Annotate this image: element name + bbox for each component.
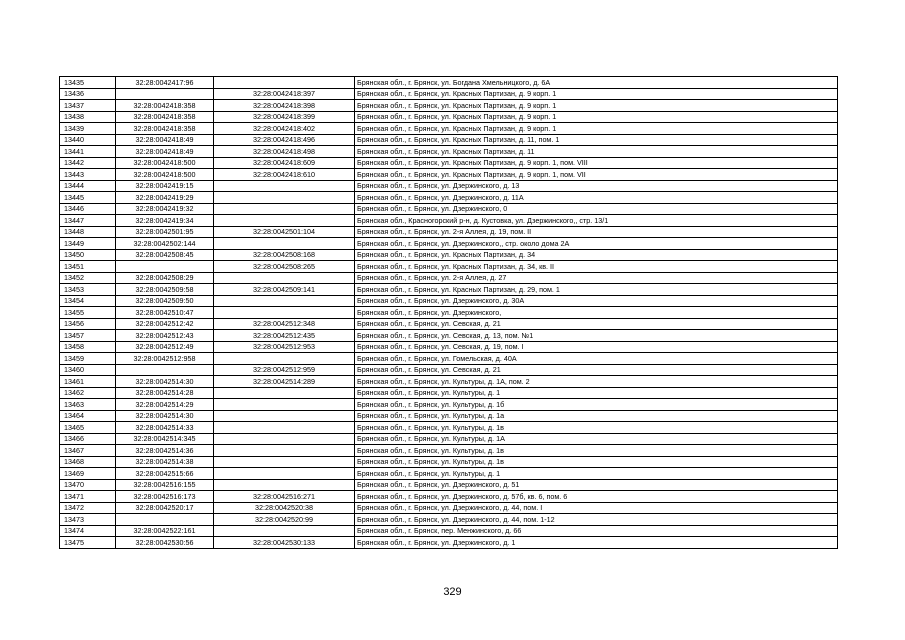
table-row [60, 215, 838, 227]
table-row [60, 353, 838, 365]
land-cadastral-number-cell: 32:28:0042516:173 [116, 491, 214, 503]
object-cadastral-number-cell: 32:28:0042509:141 [214, 284, 355, 296]
address-cell: Брянская обл., г. Брянск, ул. Красных Партизан, д. 11, пом. 1 [355, 134, 838, 146]
object-cadastral-number-cell [214, 192, 355, 204]
address-cell: Брянская обл., г. Брянск, ул. Дзержинского, д. 51 [355, 479, 838, 491]
row-number-cell: 13471 [60, 491, 116, 503]
row-number-cell: 13438 [60, 111, 116, 123]
row-number-cell: 13465 [60, 422, 116, 434]
object-cadastral-number-cell [214, 295, 355, 307]
land-cadastral-number-cell: 32:28:0042520:17 [116, 502, 214, 514]
table-row [60, 330, 838, 342]
land-cadastral-number-cell: 32:28:0042512:958 [116, 353, 214, 365]
address-cell: Брянская обл., г. Брянск, ул. Красных Партизан, д. 9 корп. 1 [355, 88, 838, 100]
address-cell: Брянская обл., г. Брянск, ул. Культуры, д. 1 [355, 468, 838, 480]
row-number-cell: 13460 [60, 364, 116, 376]
table-row [60, 111, 838, 123]
object-cadastral-number-cell [214, 422, 355, 434]
object-cadastral-number-cell [214, 353, 355, 365]
table-row [60, 180, 838, 192]
land-cadastral-number-cell: 32:28:0042514:38 [116, 456, 214, 468]
object-cadastral-number-cell: 32:28:0042530:133 [214, 537, 355, 549]
table-row [60, 134, 838, 146]
row-number-cell: 13452 [60, 272, 116, 284]
address-cell: Брянская обл., г. Брянск, ул. 2-я Аллея, д. 27 [355, 272, 838, 284]
row-number-cell: 13467 [60, 445, 116, 457]
object-cadastral-number-cell [214, 468, 355, 480]
object-cadastral-number-cell [214, 433, 355, 445]
object-cadastral-number-cell [214, 203, 355, 215]
table-row [60, 157, 838, 169]
table-row [60, 445, 838, 457]
object-cadastral-number-cell: 32:28:0042508:265 [214, 261, 355, 273]
land-cadastral-number-cell: 32:28:0042419:32 [116, 203, 214, 215]
address-cell: Брянская обл., г. Брянск, ул. Красных Партизан, д. 9 корп. 1 [355, 100, 838, 112]
object-cadastral-number-cell [214, 445, 355, 457]
land-cadastral-number-cell: 32:28:0042514:30 [116, 410, 214, 422]
table-row [60, 399, 838, 411]
address-cell: Брянская обл., г. Брянск, ул. Дзержинского, д. 30А [355, 295, 838, 307]
table-row [60, 514, 838, 526]
row-number-cell: 13436 [60, 88, 116, 100]
object-cadastral-number-cell [214, 456, 355, 468]
table-row [60, 123, 838, 135]
address-cell: Брянская обл., г. Брянск, ул. Культуры, д. 1в [355, 422, 838, 434]
row-number-cell: 13456 [60, 318, 116, 330]
object-cadastral-number-cell: 32:28:0042418:609 [214, 157, 355, 169]
row-number-cell: 13439 [60, 123, 116, 135]
object-cadastral-number-cell [214, 387, 355, 399]
table-row [60, 318, 838, 330]
address-cell: Брянская обл., г. Брянск, ул. Красных Партизан, д. 34, кв. II [355, 261, 838, 273]
land-cadastral-number-cell [116, 261, 214, 273]
object-cadastral-number-cell: 32:28:0042418:610 [214, 169, 355, 181]
address-cell: Брянская обл., г. Брянск, ул. Дзержинского, д. 1 [355, 537, 838, 549]
row-number-cell: 13469 [60, 468, 116, 480]
row-number-cell: 13474 [60, 525, 116, 537]
object-cadastral-number-cell [214, 272, 355, 284]
address-cell: Брянская обл., г. Брянск, ул. Дзержинского, д. 44, пом. 1-12 [355, 514, 838, 526]
object-cadastral-number-cell [214, 399, 355, 411]
row-number-cell: 13447 [60, 215, 116, 227]
land-cadastral-number-cell: 32:28:0042502:144 [116, 238, 214, 250]
land-cadastral-number-cell: 32:28:0042514:29 [116, 399, 214, 411]
address-cell: Брянская обл., г. Брянск, ул. Красных Партизан, д. 9 корп. 1 [355, 111, 838, 123]
row-number-cell: 13449 [60, 238, 116, 250]
address-cell: Брянская обл., г. Брянск, ул. Дзержинского, д. 57б, кв. 6, пом. 6 [355, 491, 838, 503]
row-number-cell: 13470 [60, 479, 116, 491]
address-cell: Брянская обл., г. Брянск, ул. Севская, д. 19, пом. I [355, 341, 838, 353]
row-number-cell: 13462 [60, 387, 116, 399]
object-cadastral-number-cell: 32:28:0042514:289 [214, 376, 355, 388]
row-number-cell: 13458 [60, 341, 116, 353]
row-number-cell: 13459 [60, 353, 116, 365]
row-number-cell: 13443 [60, 169, 116, 181]
registry-table-body [60, 77, 838, 549]
table-row [60, 77, 838, 89]
table-row [60, 146, 838, 158]
address-cell: Брянская обл., г. Брянск, ул. Культуры, д. 1А [355, 433, 838, 445]
land-cadastral-number-cell: 32:28:0042418:500 [116, 169, 214, 181]
land-cadastral-number-cell: 32:28:0042419:29 [116, 192, 214, 204]
table-row [60, 376, 838, 388]
row-number-cell: 13466 [60, 433, 116, 445]
table-row [60, 261, 838, 273]
row-number-cell: 13446 [60, 203, 116, 215]
land-cadastral-number-cell: 32:28:0042510:47 [116, 307, 214, 319]
table-row [60, 238, 838, 250]
table-row [60, 284, 838, 296]
row-number-cell: 13453 [60, 284, 116, 296]
address-cell: Брянская обл., г. Брянск, ул. Красных Партизан, д. 29, пом. 1 [355, 284, 838, 296]
land-cadastral-number-cell: 32:28:0042419:34 [116, 215, 214, 227]
address-cell: Брянская обл., г. Брянск, ул. Севская, д. 13, пом. №1 [355, 330, 838, 342]
object-cadastral-number-cell [214, 238, 355, 250]
object-cadastral-number-cell [214, 180, 355, 192]
address-cell: Брянская обл., г. Брянск, ул. Дзержинского, д. 13 [355, 180, 838, 192]
table-row [60, 341, 838, 353]
object-cadastral-number-cell: 32:28:0042512:953 [214, 341, 355, 353]
land-cadastral-number-cell: 32:28:0042514:28 [116, 387, 214, 399]
table-row [60, 422, 838, 434]
row-number-cell: 13445 [60, 192, 116, 204]
land-cadastral-number-cell: 32:28:0042501:95 [116, 226, 214, 238]
land-cadastral-number-cell: 32:28:0042512:49 [116, 341, 214, 353]
land-cadastral-number-cell: 32:28:0042509:58 [116, 284, 214, 296]
table-row [60, 169, 838, 181]
address-cell: Брянская обл., г. Брянск, пер. Менжинского, д. 66 [355, 525, 838, 537]
address-cell: Брянская обл., г. Брянск, ул. Красных Партизан, д. 9 корп. 1, пом. VIII [355, 157, 838, 169]
row-number-cell: 13444 [60, 180, 116, 192]
object-cadastral-number-cell: 32:28:0042418:397 [214, 88, 355, 100]
table-row [60, 249, 838, 261]
object-cadastral-number-cell: 32:28:0042418:399 [214, 111, 355, 123]
address-cell: Брянская обл., г. Брянск, ул. Культуры, д. 1в [355, 456, 838, 468]
land-cadastral-number-cell: 32:28:0042509:50 [116, 295, 214, 307]
table-row [60, 192, 838, 204]
land-cadastral-number-cell: 32:28:0042514:345 [116, 433, 214, 445]
object-cadastral-number-cell: 32:28:0042520:99 [214, 514, 355, 526]
row-number-cell: 13468 [60, 456, 116, 468]
row-number-cell: 13475 [60, 537, 116, 549]
address-cell: Брянская обл., г. Брянск, ул. Красных Партизан, д. 9 корп. 1 [355, 123, 838, 135]
object-cadastral-number-cell [214, 307, 355, 319]
object-cadastral-number-cell: 32:28:0042512:435 [214, 330, 355, 342]
object-cadastral-number-cell: 32:28:0042516:271 [214, 491, 355, 503]
row-number-cell: 13435 [60, 77, 116, 89]
row-number-cell: 13451 [60, 261, 116, 273]
object-cadastral-number-cell [214, 215, 355, 227]
row-number-cell: 13450 [60, 249, 116, 261]
land-cadastral-number-cell: 32:28:0042418:49 [116, 134, 214, 146]
land-cadastral-number-cell: 32:28:0042418:358 [116, 123, 214, 135]
address-cell: Брянская обл., г. Брянск, ул. 2-я Аллея, д. 19, пом. II [355, 226, 838, 238]
land-cadastral-number-cell: 32:28:0042530:56 [116, 537, 214, 549]
address-cell: Брянская обл., г. Брянск, ул. Культуры, д. 1б [355, 399, 838, 411]
land-cadastral-number-cell [116, 514, 214, 526]
table-row [60, 88, 838, 100]
row-number-cell: 13455 [60, 307, 116, 319]
object-cadastral-number-cell: 32:28:0042418:402 [214, 123, 355, 135]
row-number-cell: 13454 [60, 295, 116, 307]
address-cell: Брянская обл., г. Брянск, ул. Культуры, д. 1 [355, 387, 838, 399]
object-cadastral-number-cell: 32:28:0042418:498 [214, 146, 355, 158]
land-cadastral-number-cell: 32:28:0042515:66 [116, 468, 214, 480]
address-cell: Брянская обл., г. Брянск, ул. Культуры, д. 1а [355, 410, 838, 422]
address-cell: Брянская обл., г. Брянск, ул. Севская, д. 21 [355, 364, 838, 376]
address-cell: Брянская обл., г. Брянск, ул. Красных Партизан, д. 11 [355, 146, 838, 158]
land-cadastral-number-cell: 32:28:0042419:15 [116, 180, 214, 192]
row-number-cell: 13461 [60, 376, 116, 388]
registry-table [59, 76, 838, 549]
land-cadastral-number-cell: 32:28:0042418:500 [116, 157, 214, 169]
land-cadastral-number-cell: 32:28:0042512:43 [116, 330, 214, 342]
table-row [60, 537, 838, 549]
table-row [60, 479, 838, 491]
row-number-cell: 13448 [60, 226, 116, 238]
land-cadastral-number-cell: 32:28:0042508:29 [116, 272, 214, 284]
address-cell: Брянская обл., г. Брянск, ул. Культуры, д. 1А, пом. 2 [355, 376, 838, 388]
row-number-cell: 13464 [60, 410, 116, 422]
address-cell: Брянская обл., Красногорский р-н, д. Кустовка, ул. Дзержинского,, стр. 13/1 [355, 215, 838, 227]
land-cadastral-number-cell [116, 88, 214, 100]
land-cadastral-number-cell: 32:28:0042514:30 [116, 376, 214, 388]
object-cadastral-number-cell: 32:28:0042508:168 [214, 249, 355, 261]
address-cell: Брянская обл., г. Брянск, ул. Дзержинского, д. 44, пом. I [355, 502, 838, 514]
object-cadastral-number-cell: 32:28:0042501:104 [214, 226, 355, 238]
row-number-cell: 13472 [60, 502, 116, 514]
table-row [60, 433, 838, 445]
table-row [60, 307, 838, 319]
land-cadastral-number-cell: 32:28:0042418:358 [116, 111, 214, 123]
land-cadastral-number-cell: 32:28:0042516:155 [116, 479, 214, 491]
table-row [60, 456, 838, 468]
table-row [60, 203, 838, 215]
land-cadastral-number-cell: 32:28:0042514:36 [116, 445, 214, 457]
row-number-cell: 13463 [60, 399, 116, 411]
land-cadastral-number-cell: 32:28:0042514:33 [116, 422, 214, 434]
address-cell: Брянская обл., г. Брянск, ул. Дзержинского, 0 [355, 203, 838, 215]
object-cadastral-number-cell: 32:28:0042512:348 [214, 318, 355, 330]
object-cadastral-number-cell [214, 479, 355, 491]
row-number-cell: 13442 [60, 157, 116, 169]
table-row [60, 226, 838, 238]
table-row [60, 525, 838, 537]
land-cadastral-number-cell: 32:28:0042418:358 [116, 100, 214, 112]
object-cadastral-number-cell: 32:28:0042512:959 [214, 364, 355, 376]
object-cadastral-number-cell: 32:28:0042520:38 [214, 502, 355, 514]
address-cell: Брянская обл., г. Брянск, ул. Дзержинского, [355, 307, 838, 319]
table-row [60, 272, 838, 284]
address-cell: Брянская обл., г. Брянск, ул. Севская, д. 21 [355, 318, 838, 330]
table-row [60, 100, 838, 112]
table-row [60, 410, 838, 422]
address-cell: Брянская обл., г. Брянск, ул. Дзержинского, д. 11А [355, 192, 838, 204]
table-row [60, 387, 838, 399]
land-cadastral-number-cell: 32:28:0042418:49 [116, 146, 214, 158]
table-row [60, 295, 838, 307]
row-number-cell: 13437 [60, 100, 116, 112]
land-cadastral-number-cell: 32:28:0042508:45 [116, 249, 214, 261]
address-cell: Брянская обл., г. Брянск, ул. Красных Партизан, д. 34 [355, 249, 838, 261]
object-cadastral-number-cell: 32:28:0042418:496 [214, 134, 355, 146]
row-number-cell: 13457 [60, 330, 116, 342]
table-row [60, 502, 838, 514]
row-number-cell: 13440 [60, 134, 116, 146]
table-row [60, 491, 838, 503]
row-number-cell: 13473 [60, 514, 116, 526]
address-cell: Брянская обл., г. Брянск, ул. Дзержинского,, стр. около дома 2А [355, 238, 838, 250]
land-cadastral-number-cell: 32:28:0042417:96 [116, 77, 214, 89]
object-cadastral-number-cell [214, 525, 355, 537]
table-row [60, 468, 838, 480]
object-cadastral-number-cell [214, 77, 355, 89]
address-cell: Брянская обл., г. Брянск, ул. Культуры, д. 1в [355, 445, 838, 457]
land-cadastral-number-cell: 32:28:0042512:42 [116, 318, 214, 330]
land-cadastral-number-cell [116, 364, 214, 376]
address-cell: Брянская обл., г. Брянск, ул. Богдана Хмельницкого, д. 6А [355, 77, 838, 89]
address-cell: Брянская обл., г. Брянск, ул. Красных Партизан, д. 9 корп. 1, пом. VII [355, 169, 838, 181]
row-number-cell: 13441 [60, 146, 116, 158]
object-cadastral-number-cell: 32:28:0042418:398 [214, 100, 355, 112]
land-cadastral-number-cell: 32:28:0042522:161 [116, 525, 214, 537]
address-cell: Брянская обл., г. Брянск, ул. Гомельская, д. 40А [355, 353, 838, 365]
page-number: 329 [443, 586, 462, 598]
object-cadastral-number-cell [214, 410, 355, 422]
table-row [60, 364, 838, 376]
